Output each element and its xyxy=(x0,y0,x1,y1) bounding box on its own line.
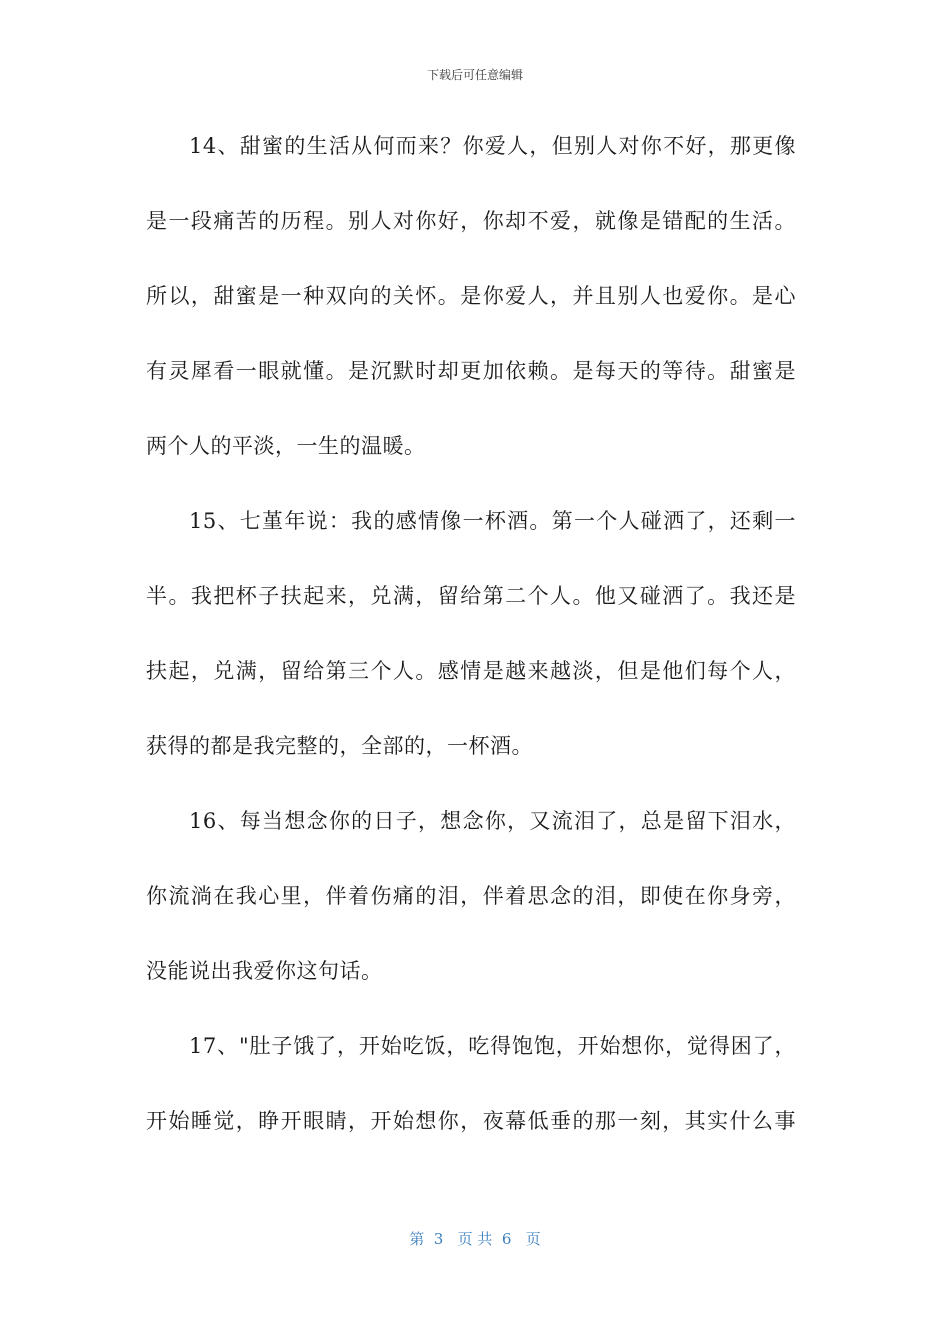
paragraph-line: 你流淌在我心里，伴着伤痛的泪，伴着思念的泪，即使在你身旁， xyxy=(146,884,796,908)
paragraph-line: 两个人的平淡，一生的温暖。 xyxy=(146,434,426,458)
paragraph-line: 开始睡觉，睁开眼睛，开始想你，夜幕低垂的那一刻，其实什么事 xyxy=(146,1109,796,1133)
paragraph-line: 扶起，兑满，留给第三个人。感情是越来越淡，但是他们每个人， xyxy=(146,659,796,683)
paragraph-line: 所以，甜蜜是一种双向的关怀。是你爱人，并且别人也爱你。是心 xyxy=(146,284,796,308)
page-header: 下载后可任意编辑 xyxy=(426,68,523,82)
paragraph-line: 是一段痛苦的历程。别人对你好，你却不爱，就像是错配的生活。 xyxy=(146,209,796,233)
paragraph-line: 有灵犀看一眼就懂。是沉默时却更加依赖。是每天的等待。甜蜜是 xyxy=(146,359,796,383)
paragraph-line: 14、甜蜜的生活从何而来？你爱人，但别人对你不好，那更像 xyxy=(189,134,796,158)
paragraph-line: 获得的都是我完整的，全部的，一杯酒。 xyxy=(146,734,533,758)
paragraph-line: 17、"肚子饿了，开始吃饭，吃得饱饱，开始想你，觉得困了， xyxy=(189,1034,796,1058)
paragraph-line: 半。我把杯子扶起来，兑满，留给第二个人。他又碰洒了。我还是 xyxy=(146,584,796,608)
page-footer: 第 3 页 共 6 页 xyxy=(409,1230,541,1248)
paragraph-line: 16、每当想念你的日子，想念你，又流泪了，总是留下泪水， xyxy=(189,809,796,833)
paragraph-line: 15、七堇年说：我的感情像一杯酒。第一个人碰洒了，还剩一 xyxy=(189,509,796,533)
paragraph-line: 没能说出我爱你这句话。 xyxy=(146,959,383,983)
